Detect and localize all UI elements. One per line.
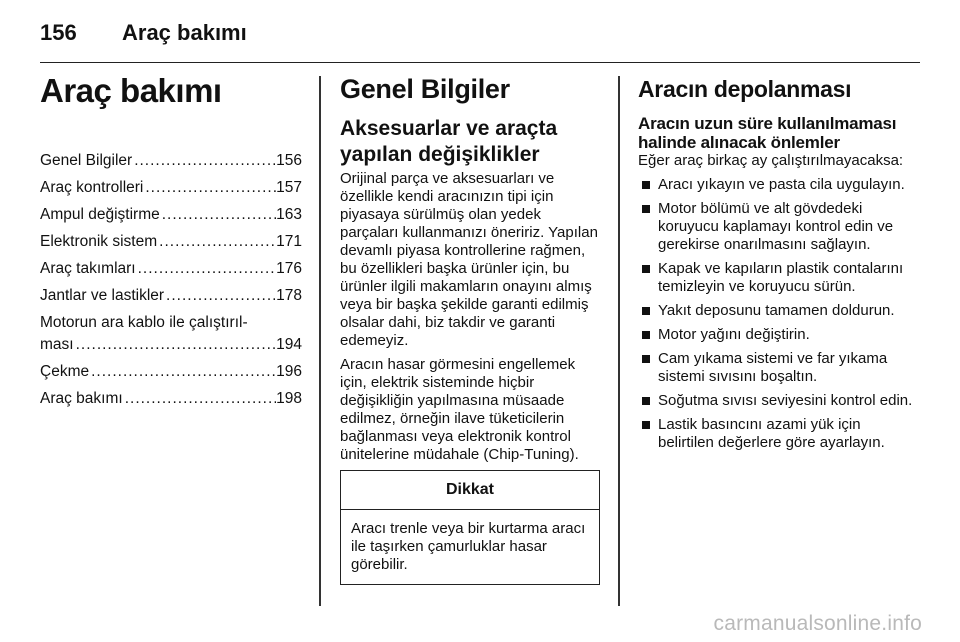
toc-entry[interactable]: Motorun ara kablo ile çalıştırıl- ması ..... 194 (40, 312, 302, 356)
toc-entry[interactable]: Araç kontrolleri ..... 157 (40, 177, 302, 199)
section-subtitle: Aksesuarlar ve araçta yapılan değişiklikler (340, 117, 558, 166)
bullet-list (638, 176, 918, 452)
section-title: Aracın depolanması (638, 76, 852, 102)
section-subtitle: Aracın uzun süre kullanılmaması halinde alınacak önlemler (638, 114, 897, 152)
paragraph: Aracın hasar görmesini engellemek için, elektrik sisteminde hiçbir değişikliğin yapılmasına müsaade edilmez, örneğin ilave tüketicilerin bağlanması veya elektronik kontrol ünitelerine müdahale (Chip-Tuning). (340, 356, 579, 463)
chapter-title: Araç bakımı (40, 72, 222, 109)
list-item: Cam yıkama sistemi ve far yıkama sistemi sıvısını boşaltın. (638, 350, 918, 386)
running-title: Araç bakımı (122, 20, 247, 45)
page-number: 156 (40, 20, 77, 45)
storage-column (638, 72, 918, 458)
list-item: Lastik basıncını azami yük için belirtilen değerlere göre ayarlayın. (638, 416, 918, 452)
watermark: carmanualsonline.info (713, 612, 922, 635)
paragraph: Orijinal parça ve aksesuarları ve özellikle kendi aracınızın tipi için piyasaya sürülmüş olan yedek parçaları kullanmanızı öneririz. Yapılan devamlı piyasa kontrollerine rağmen, bu özellikleri başka ürünler için, bu ürünler ilgili makamların onayını almış veya bir başka şekilde garanti edilmiş olsalar dahi, biz takdir ve garanti edemeyiz. (340, 170, 598, 349)
list-item: Motor yağını değiştirin. (638, 326, 918, 344)
warning-title: Dikkat (341, 471, 599, 510)
section-title: Genel Bilgiler (340, 74, 510, 104)
toc-entry[interactable]: Ampul değiştirme ..... 163 (40, 204, 302, 226)
list-item: Kapak ve kapıların plastik contalarını temizleyin ve koruyucu sürün. (638, 260, 918, 296)
column-divider-right (618, 76, 620, 606)
toc-entry[interactable]: Jantlar ve lastikler ..... 178 (40, 285, 302, 307)
list-item: Yakıt deposunu tamamen doldurun. (638, 302, 918, 320)
toc-entry[interactable]: Araç bakımı ..... 198 (40, 388, 302, 410)
warning-text: Aracı trenle veya bir kurtarma aracı ile taşırken çamurluklar hasar görebilir. (351, 520, 586, 573)
intro-text: Eğer araç birkaç ay çalıştırılmayacaksa: (638, 152, 904, 169)
toc-entry[interactable]: Araç takımları ..... 176 (40, 258, 302, 280)
list-item: Motor bölümü ve alt gövdedeki koruyucu kaplamayı kontrol edin ve gerekirse onarılmasını sağlayın. (638, 200, 918, 254)
toc-column (40, 72, 302, 415)
list-item: Aracı yıkayın ve pasta cila uygulayın. (638, 176, 918, 194)
table-of-contents (40, 150, 302, 410)
page-header (40, 16, 920, 63)
list-item: Soğutma sıvısı seviyesini kontrol edin. (638, 392, 918, 410)
toc-entry[interactable]: Elektronik sistem ..... 171 (40, 231, 302, 253)
general-info-column (340, 72, 602, 585)
toc-entry[interactable]: Genel Bilgiler ..... 156 (40, 150, 302, 172)
toc-entry[interactable]: Çekme ..... 196 (40, 361, 302, 383)
column-divider-left (319, 76, 321, 606)
warning-box (340, 470, 600, 585)
